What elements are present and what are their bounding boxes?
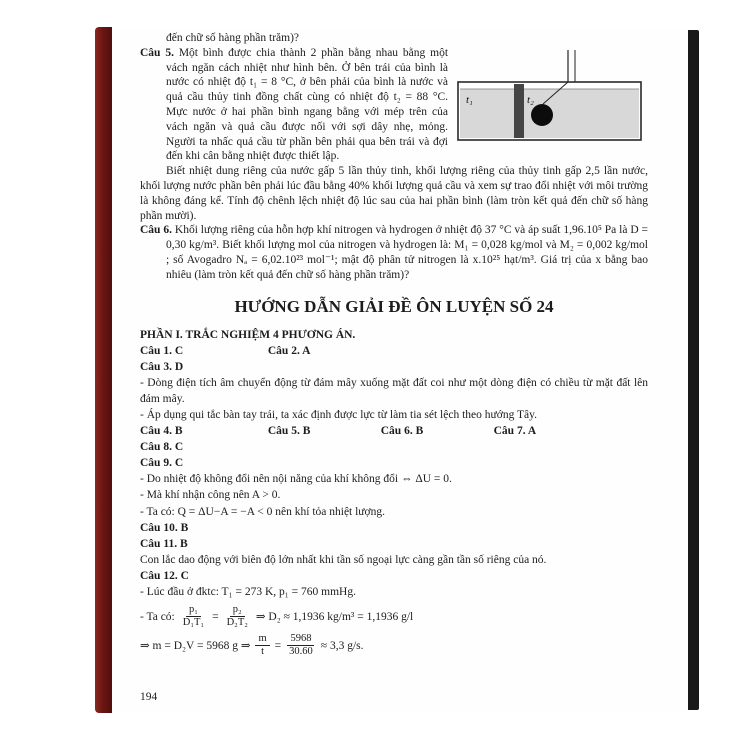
answer-cau10 [140, 520, 648, 536]
label-t1: t₁ [466, 93, 473, 106]
solutions-heading: HƯỚNG DẪN GIẢI ĐỀ ÔN LUYỆN SỐ 24 [234, 296, 554, 316]
cau6-text: Khối lượng riêng của hỗn hợp khí nitrogen và hydrogen ở nhiệt độ 37 °C và áp suất 1,96.10⁵ Pa là D = 0,30 kg/m³. Biết khối lượng mol của nitrogen và hydrogen là: M₁ = 0,028 kg/mol và M₂ = 0,002 kg/mol ; số Avogadro Nₐ = 6,02.10²³ mol⁻¹; mật độ phân tử nitrogen là x.10²⁵ hạt/m³. Giá trị của x bằng bao nhiêu (làm tròn kết quả đến chữ số hàng phần trăm)? [166, 224, 649, 281]
answer-cau11-text: Câu 11. B [140, 537, 188, 550]
answer-cau8-text: Câu 8. C [140, 441, 184, 454]
cau5-label: Câu 5. [140, 46, 174, 59]
cau3-explanation-1: - Dòng điện tích âm chuyển động từ đám mây xuống mặt đất coi như một dòng điện có chiều từ mặt đất lên đám mây. [140, 376, 648, 405]
cau12-equation-2 [140, 633, 648, 658]
frac2-denominator: D₂T₂ [226, 617, 248, 629]
answer-cau2: Câu 2. A [267, 344, 311, 357]
cau5-figure [456, 46, 648, 150]
answers-row-2 [140, 423, 648, 439]
answer-cau3 [140, 359, 648, 375]
answer-cau12 [140, 568, 648, 584]
cau5-text-part2: Biết nhiệt dung riêng của nước gấp 5 lần thủy tinh, khối lượng riêng của thủy tinh gấp 2,5 lần nước, khối lượng nước phần bên phải lúc đầu bằng 40% khối lượng quả cầu và xem sự trao đổi nhiệt với môi trường là không đáng kể. Tính độ chênh lệch nhiệt độ lúc sau của hai phần bình (làm tròn kết quả đến chữ số hàng phần mười). [140, 165, 648, 222]
question-continuation-line: đến chữ số hàng phần trăm)? [166, 32, 300, 44]
frac3-denominator: t [261, 646, 265, 658]
eq2-equals: = [274, 639, 282, 652]
answer-cau9-text: Câu 9. C [140, 457, 184, 470]
cau9-explanation-2: - Mà khí nhận công nên A > 0. [140, 489, 281, 502]
problem-cau6 [140, 223, 648, 282]
answer-cau6: Câu 6. B [380, 425, 424, 438]
eq1-prefix: - Ta có: [140, 610, 175, 623]
answer-cau8 [140, 439, 648, 455]
tank-diagram [456, 46, 648, 150]
eq1-equals: = [212, 610, 219, 623]
book-spine-edge [95, 27, 112, 713]
answer-cau1: Câu 1. C [140, 344, 184, 357]
fraction-5968-3060 [286, 633, 316, 658]
problem-cau5 [140, 46, 648, 164]
section1-title [140, 327, 648, 343]
cau9-explanation-1: - Do nhiệt độ không đổi nên nội năng của khí không đổi ⇔ ΔU = 0. [140, 473, 452, 486]
label-t2: t₂ [527, 93, 534, 106]
answer-cau5: Câu 5. B [267, 425, 311, 438]
eq2-result: ≈ 3,3 g/s. [320, 639, 364, 652]
answer-cau7: Câu 7. A [493, 425, 537, 438]
cau12-equation-1 [140, 604, 648, 629]
answer-cau4: Câu 4. B [140, 425, 183, 438]
frac1-numerator: p₁ [186, 604, 201, 617]
eq2-prefix: ⇒ m = D₂V = 5968 g ⇒ [140, 639, 251, 652]
answer-cau11 [140, 536, 648, 552]
book-right-edge [688, 30, 699, 710]
frac1-denominator: D₁T₁ [182, 617, 205, 629]
fraction-p1-D1T1 [180, 604, 207, 629]
page-content [140, 31, 648, 662]
cau11-explanation: Con lắc dao động với biên độ lớn nhất khi tần số ngoại lực càng gần tần số riêng của nó. [140, 553, 547, 566]
book-page [112, 27, 688, 713]
fraction-m-t [255, 633, 269, 658]
fraction-p2-D2T2 [224, 604, 251, 629]
frac4-numerator: 5968 [287, 633, 314, 646]
answers-row-1 [140, 343, 648, 359]
cau3-explanation-2: - Áp dụng qui tắc bàn tay trái, ta xác định được lực từ làm tia sét lệch theo hướng Tây. [140, 409, 537, 422]
glass-ball [531, 104, 553, 126]
cau6-label: Câu 6. [140, 224, 172, 237]
cau9-explanation-3: - Ta có: Q = ΔU−A = −A < 0 nên khí tỏa nhiệt lượng. [140, 505, 385, 518]
page-number: 194 [140, 691, 158, 703]
answer-cau10-text: Câu 10. B [140, 521, 189, 534]
answer-cau9 [140, 455, 648, 471]
cau5-text-part1: Một bình được chia thành 2 phần bằng nhau bằng một vách ngăn cách nhiệt như hình bên. Ở bên trái của bình là nước có nhiệt độ t₁ = 8 °C, ở bên phải của bình là nước và quả cầu thủy tinh đồng chất cùng có nhiệt độ t₂ = 88 °C. Mực nước ở hai phần bình ngang bằng với mép trên của vách ngăn và quả cầu được nối với sợi dây nhẹ, mỏng. Người ta nhấc quả cầu từ phần bên phải qua bên trái và đợi đến khi cân bằng nhiệt được thiết lập. [166, 46, 449, 163]
answer-cau12-text: Câu 12. C [140, 569, 189, 582]
frac4-denominator: 30.60 [289, 646, 313, 658]
frac3-numerator: m [255, 633, 269, 646]
cau12-line1: - Lúc đầu ở đktc: T₁ = 273 K, p₁ = 760 mmHg. [140, 586, 356, 599]
solutions-section [140, 327, 648, 659]
eq1-result: ⇒ D₂ ≈ 1,1936 kg/m³ = 1,1936 g/l [255, 610, 414, 623]
answer-cau3-text: Câu 3. D [140, 360, 184, 373]
partition [514, 84, 524, 138]
section1-title-text: PHẦN I. TRẮC NGHIỆM 4 PHƯƠNG ÁN. [140, 328, 356, 341]
frac2-numerator: p₂ [230, 604, 245, 617]
